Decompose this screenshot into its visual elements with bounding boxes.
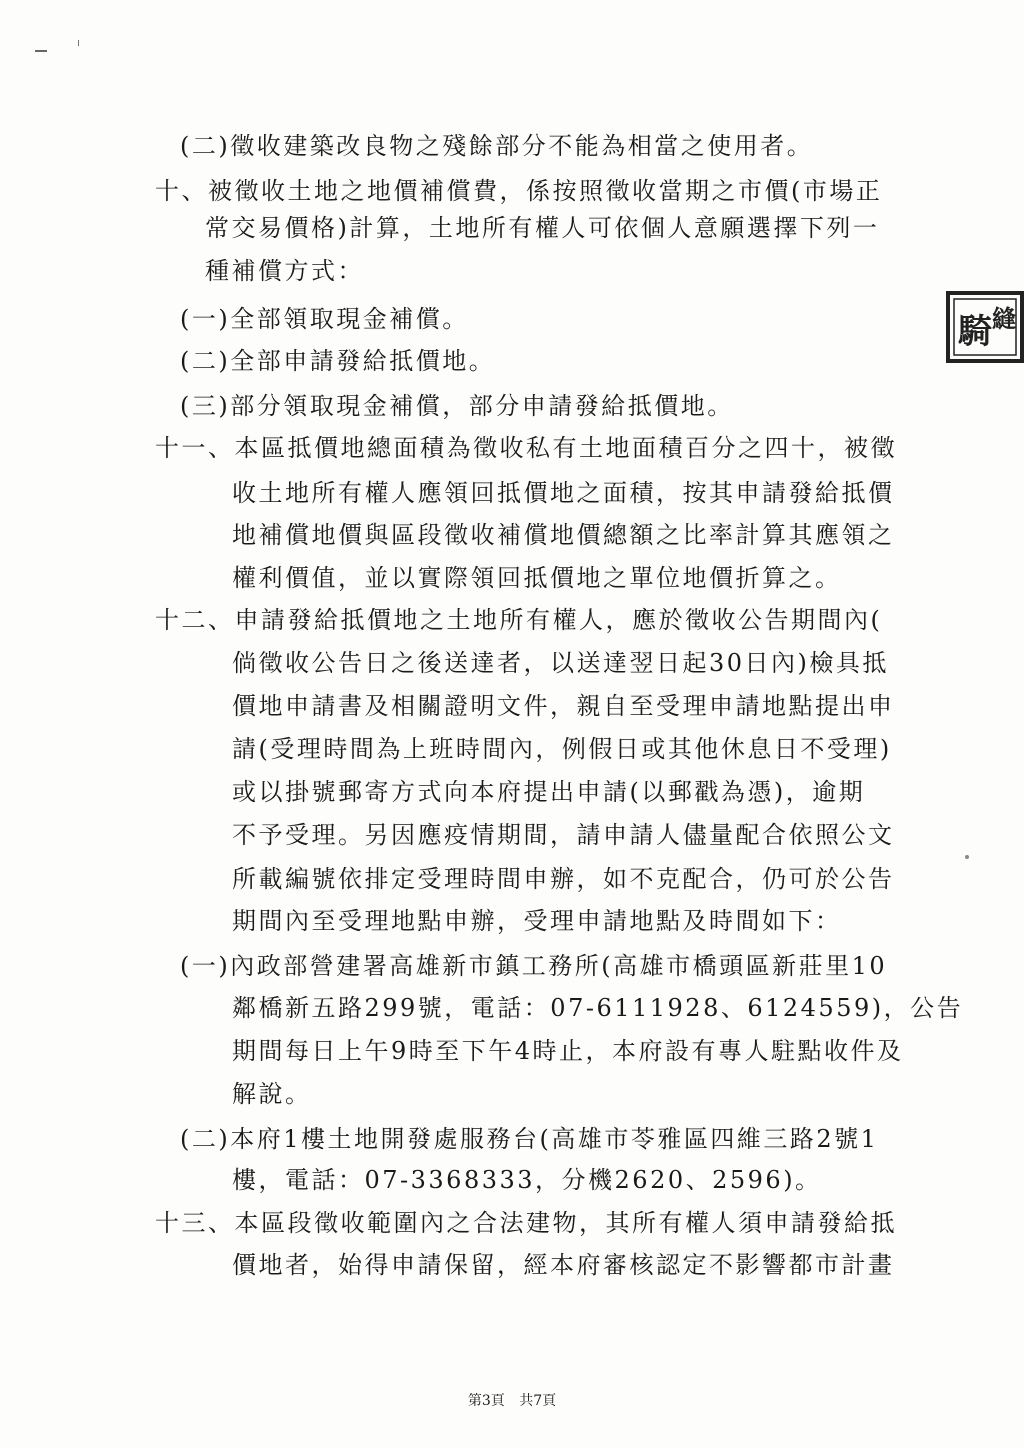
text-line: 期間每日上午9時至下午4時止，本府設有專人駐點收件及 — [232, 1037, 904, 1065]
text-line: (三)部分領取現金補償，部分申請發給抵價地。 — [180, 392, 734, 420]
text-line: (二)徵收建築改良物之殘餘部分不能為相當之使用者。 — [180, 132, 814, 160]
text-line: 價地申請書及相關證明文件，親自至受理申請地點提出申 — [232, 692, 895, 720]
text-line: 倘徵收公告日之後送達者，以送達翌日起30日內)檢具抵 — [232, 649, 889, 677]
text-line: 樓，電話：07-3368333，分機2620、2596)。 — [232, 1166, 822, 1194]
total-pages: 共7頁 — [519, 1393, 557, 1409]
page-number: 第3頁 — [467, 1393, 505, 1409]
text-line: 十、被徵收土地之地價補償費，係按照徵收當期之市價(市場正 — [155, 177, 883, 205]
text-line: 解說。 — [232, 1080, 312, 1108]
scan-speck — [965, 855, 969, 859]
text-line: (二)全部申請發給抵價地。 — [180, 347, 496, 375]
text-line: 常交易價格)計算，土地所有權人可依個人意願選擇下列一 — [205, 214, 880, 242]
text-line: (二)本府1樓土地開發處服務台(高雄市苓雅區四維三路2號1 — [180, 1125, 879, 1153]
text-line: 鄰橋新五路299號，電話：07-6111928、6124559)，公告 — [232, 994, 964, 1022]
text-line: 十一、本區抵價地總面積為徵收私有土地面積百分之四十，被徵 — [155, 434, 897, 462]
page-footer — [0, 1392, 1024, 1410]
text-line: 權利價值，並以實際領回抵價地之單位地價折算之。 — [232, 564, 842, 592]
scan-speck — [78, 40, 79, 46]
text-line: 期間內至受理地點申辦，受理申請地點及時間如下： — [232, 907, 842, 935]
text-line: 所載編號依排定受理時間申辦，如不克配合，仍可於公告 — [232, 865, 895, 893]
svg-text:騎: 騎 — [958, 312, 992, 352]
text-line: 收土地所有權人應領回抵價地之面積，按其申請發給抵價 — [232, 479, 895, 507]
text-line: 十三、本區段徵收範圍內之合法建物，其所有權人須申請發給抵 — [155, 1209, 897, 1237]
svg-text:縫: 縫 — [992, 305, 1016, 333]
text-line: 價地者，始得申請保留，經本府審核認定不影響都市計畫 — [232, 1251, 895, 1279]
scan-speck — [35, 50, 47, 52]
seam-seal-stamp — [944, 287, 1024, 367]
text-line: 或以掛號郵寄方式向本府提出申請(以郵戳為憑)，逾期 — [232, 778, 866, 806]
text-line: 不予受理。另因應疫情期間，請申請人儘量配合依照公文 — [232, 821, 895, 849]
text-line: (一)全部領取現金補償。 — [180, 305, 469, 333]
text-line: 種補償方式： — [205, 257, 364, 285]
seal-icon — [944, 287, 1024, 367]
text-line: 請(受理時間為上班時間內，例假日或其他休息日不受理) — [232, 735, 892, 763]
text-line: 地補償地價與區段徵收補償地價總額之比率計算其應領之 — [232, 521, 895, 549]
text-line: (一)內政部營建署高雄新市鎮工務所(高雄市橋頭區新莊里10 — [180, 952, 888, 980]
text-line: 十二、申請發給抵價地之土地所有權人，應於徵收公告期間內( — [155, 606, 883, 634]
